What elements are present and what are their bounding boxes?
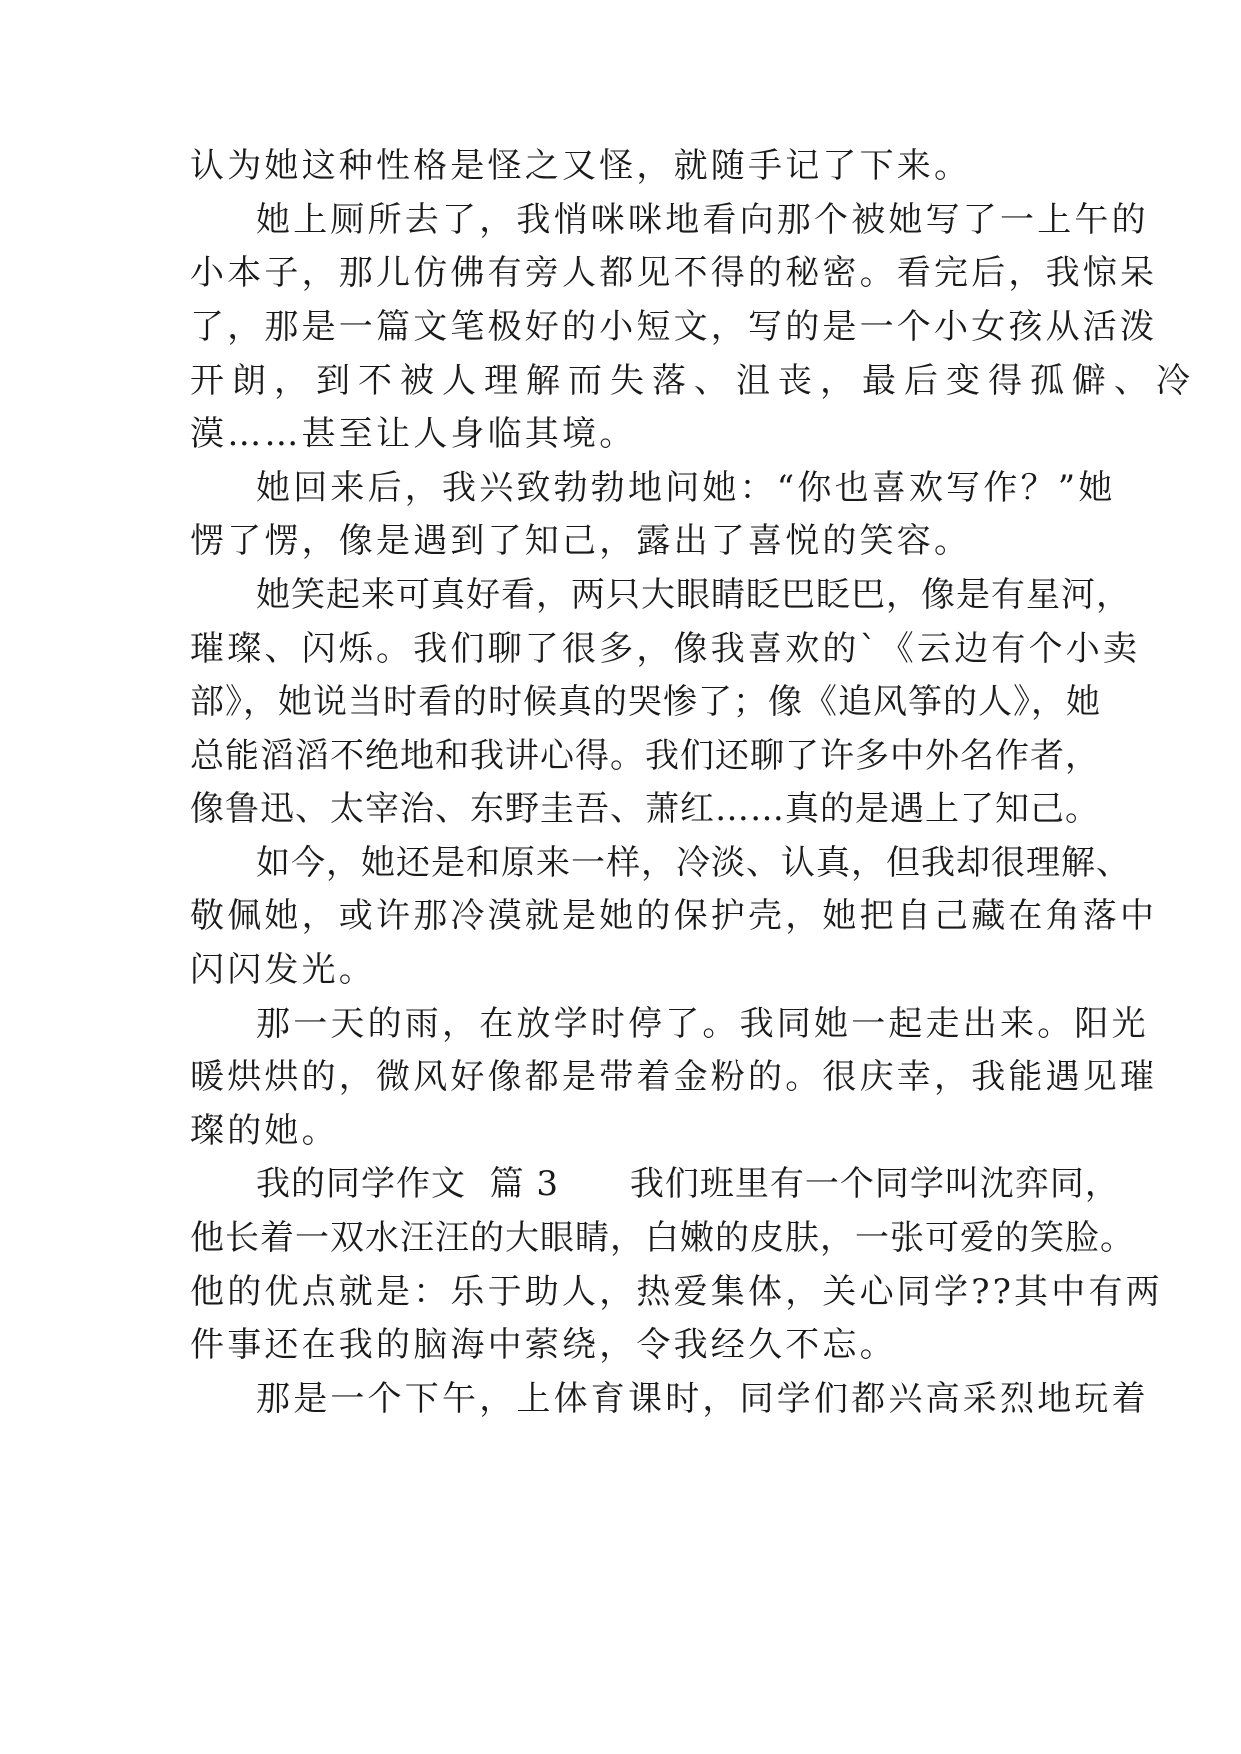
- text-line: 璨的她。: [190, 1111, 339, 1151]
- text-line: 他长着一双水汪汪的大眼睛，白嫩的皮肤，一张可爱的笑脸。: [190, 1218, 1135, 1258]
- text-line: 如今，她还是和原来一样，冷淡、认真，但我却很理解、: [256, 843, 1131, 883]
- text-line: 她笑起来可真好看，两只大眼睛眨巴眨巴，像是有星河，: [256, 575, 1131, 615]
- text-line: 她上厕所去了，我悄咪咪地看向那个被她写了一上午的: [256, 200, 1149, 240]
- text-line: 像鲁迅、太宰治、东野圭吾、萧红……真的是遇上了知己。: [190, 789, 1100, 829]
- text-line: 了，那是一篇文笔极好的小短文，写的是一个小女孩从活泼: [190, 307, 1158, 347]
- text-line: 敬佩她，或许那冷漠就是她的保护壳，她把自己藏在角落中: [190, 896, 1158, 936]
- text-line: 件事还在我的脑海中萦绕，令我经久不忘。: [190, 1325, 897, 1365]
- text-line: 开朗，到不被人理解而失落、沮丧，最后变得孤僻、冷: [190, 361, 1198, 401]
- text-line: 总能滔滔不绝地和我讲心得。我们还聊了许多中外名作者，: [190, 736, 1100, 776]
- text-line: 璀璨、闪烁。我们聊了很多，像我喜欢的`《云边有个小卖: [190, 629, 1141, 669]
- text-line: 愣了愣，像是遇到了知己，露出了喜悦的笑容。: [190, 521, 972, 561]
- text-line: 他的优点就是：乐于助人，热爱集体，关心同学??其中有两: [190, 1272, 1163, 1312]
- text-line: 部》，她说当时看的时候真的哭惨了；像《追风筝的人》，她: [190, 682, 1101, 722]
- text-line: 那是一个下午，上体育课时，同学们都兴高采烈地玩着: [256, 1379, 1149, 1419]
- section-heading-line: 我的同学作文 篇 3 我们班里有一个同学叫沈弈同，: [256, 1164, 1120, 1204]
- text-line: 漠……甚至让人身临其境。: [190, 414, 637, 454]
- text-line: 闪闪发光。: [190, 950, 376, 990]
- text-line: 认为她这种性格是怪之又怪，就随手记了下来。: [190, 146, 972, 186]
- text-line: 她回来后，我兴致勃勃地问她：“你也喜欢写作？”她: [256, 468, 1116, 508]
- text-line: 那一天的雨，在放学时停了。我同她一起走出来。阳光: [256, 1004, 1149, 1044]
- text-line: 小本子，那儿仿佛有旁人都见不得的秘密。看完后，我惊呆: [190, 253, 1158, 293]
- text-line: 暖烘烘的，微风好像都是带着金粉的。很庆幸，我能遇见璀: [190, 1057, 1158, 1097]
